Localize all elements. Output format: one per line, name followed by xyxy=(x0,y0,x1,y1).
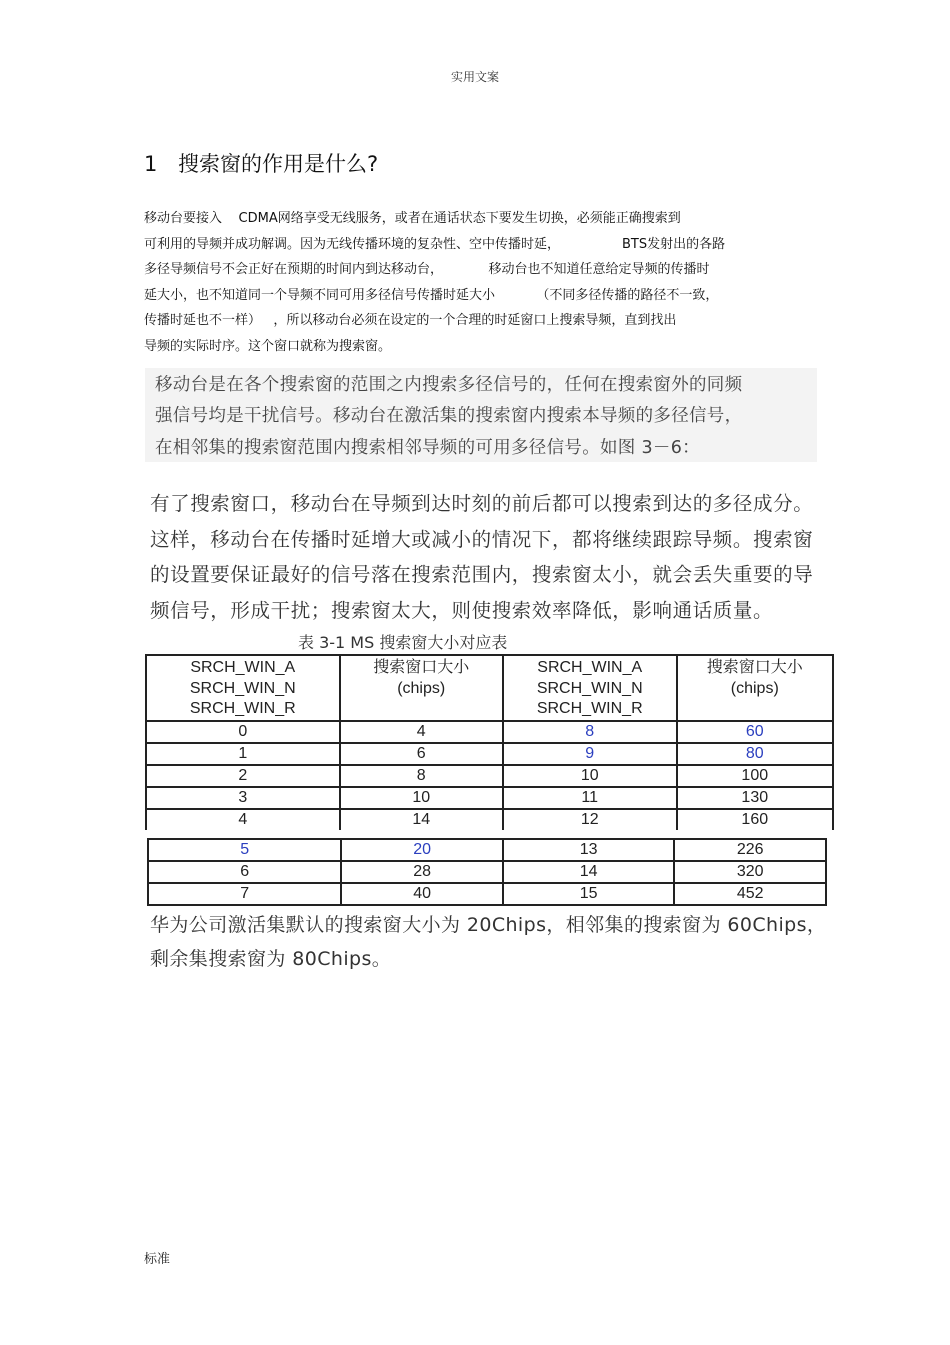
quoted-paragraph-window-setting xyxy=(150,486,813,628)
table-caption: 表 3-1 MS 搜索窗大小对应表 xyxy=(298,633,508,652)
default-window-paragraph xyxy=(150,908,826,976)
search-window-table-continued xyxy=(147,838,827,906)
table-cell: 15 xyxy=(503,883,674,905)
header-cell-srch-win: SRCH_WIN_A SRCH_WIN_N SRCH_WIN_R xyxy=(146,655,340,721)
table-row xyxy=(146,809,833,830)
quoted-line: 有了搜索窗口，移动台在导频到达时刻的前后都可以搜索到达的多径成分。 xyxy=(150,492,814,515)
section-heading xyxy=(144,148,378,178)
quoted-line: 这样，移动台在传播时延增大或减小的情况下，都将继续跟踪导频。搜索窗 xyxy=(150,527,814,551)
table-row xyxy=(146,765,833,787)
table-cell: 80 xyxy=(677,743,833,765)
table-row xyxy=(146,787,833,809)
intro-line: 可利用的导频并成功解调。因为无线传播环境的复杂性、空中传播时延， BTS发射出的各路 xyxy=(144,236,726,252)
table-row xyxy=(146,743,833,765)
intro-line: 多径导频信号不会正好在预期的时间内到达移动台， 移动台也不知道任意给定导频的传播时 xyxy=(144,262,710,277)
table-cell: 14 xyxy=(340,809,503,830)
quoted-line: 频信号，形成干扰；搜索窗太大，则使搜索效率降低，影响通话质量。 xyxy=(150,598,774,622)
table-cell: 8 xyxy=(503,721,677,743)
table-cell: 60 xyxy=(677,721,833,743)
table-cell: 4 xyxy=(146,809,340,830)
quoted-line: 的设置要保证最好的信号落在搜索范围内，搜索窗太小，就会丢失重要的导 xyxy=(150,563,814,586)
table-cell: 12 xyxy=(503,809,677,830)
table-cell: 226 xyxy=(674,839,826,861)
quoted-line: 强信号均是干扰信号。移动台在激活集的搜索窗内搜索本导频的多径信号， xyxy=(155,406,743,426)
table-cell: 452 xyxy=(674,883,826,905)
table-cell: 11 xyxy=(503,787,677,809)
page-footer: 标准 xyxy=(144,1252,171,1267)
heading-text: 搜索窗的作用是什么? xyxy=(178,152,379,176)
table-row xyxy=(148,861,826,883)
page-header: 实用文案 xyxy=(450,70,499,84)
quoted-paragraph-search-range xyxy=(145,368,817,462)
table-cell: 160 xyxy=(677,809,833,830)
table-cell: 13 xyxy=(503,839,674,861)
paragraph-line: 华为公司激活集默认的搜索窗大小为 20Chips，相邻集的搜索窗为 60Chips， xyxy=(150,914,827,936)
table-cell: 28 xyxy=(341,861,503,883)
table-cell: 1 xyxy=(146,743,340,765)
table-cell: 100 xyxy=(677,765,833,787)
table-cell: 6 xyxy=(148,861,341,883)
intro-line: 延大小，也不知道同一个导频不同可用多径信号传播时延大小 （不同多径传播的路径不一致， xyxy=(144,287,719,303)
table-cell: 4 xyxy=(340,721,503,743)
quoted-line: 移动台是在各个搜索窗的范围之内搜索多径信号的，任何在搜索窗外的同频 xyxy=(155,375,743,395)
table-cell: 5 xyxy=(148,839,341,861)
table-cell: 8 xyxy=(340,765,503,787)
table-cell: 10 xyxy=(340,787,503,809)
table-cell: 40 xyxy=(341,883,503,905)
table-header-row xyxy=(146,655,833,721)
table-cell: 0 xyxy=(146,721,340,743)
table-cell: 9 xyxy=(503,743,677,765)
header-cell-window-size: 搜索窗口大小 (chips) xyxy=(677,655,833,721)
table-cell: 2 xyxy=(146,765,340,787)
table-row xyxy=(148,883,826,905)
search-window-table xyxy=(145,654,834,830)
table-cell: 10 xyxy=(503,765,677,787)
header-cell-window-size: 搜索窗口大小 (chips) xyxy=(340,655,503,721)
intro-line: 导频的实际时序。这个窗口就称为搜索窗。 xyxy=(144,338,392,354)
table-cell: 130 xyxy=(677,787,833,809)
table-cell: 7 xyxy=(148,883,341,905)
intro-paragraph xyxy=(144,206,824,359)
header-cell-srch-win: SRCH_WIN_A SRCH_WIN_N SRCH_WIN_R xyxy=(503,655,677,721)
table-cell: 6 xyxy=(340,743,503,765)
quoted-line: 在相邻集的搜索窗范围内搜索相邻导频的可用多径信号。如图 3－6： xyxy=(155,438,700,458)
intro-line: 移动台要接入 CDMA网络享受无线服务，或者在通话状态下要发生切换，必须能正确搜索到 xyxy=(144,211,681,226)
table-cell: 3 xyxy=(146,787,340,809)
table-cell: 20 xyxy=(341,839,503,861)
table-cell: 14 xyxy=(503,861,674,883)
table-row xyxy=(148,839,826,861)
paragraph-line: 剩余集搜索窗为 80Chips。 xyxy=(150,948,392,970)
table-cell: 320 xyxy=(674,861,826,883)
heading-number: 1 xyxy=(144,152,158,176)
table-row xyxy=(146,721,833,743)
intro-line: 传播时延也不一样） ，所以移动台必须在设定的一个合理的时延窗口上搜索导频，直到找出 xyxy=(144,313,677,328)
